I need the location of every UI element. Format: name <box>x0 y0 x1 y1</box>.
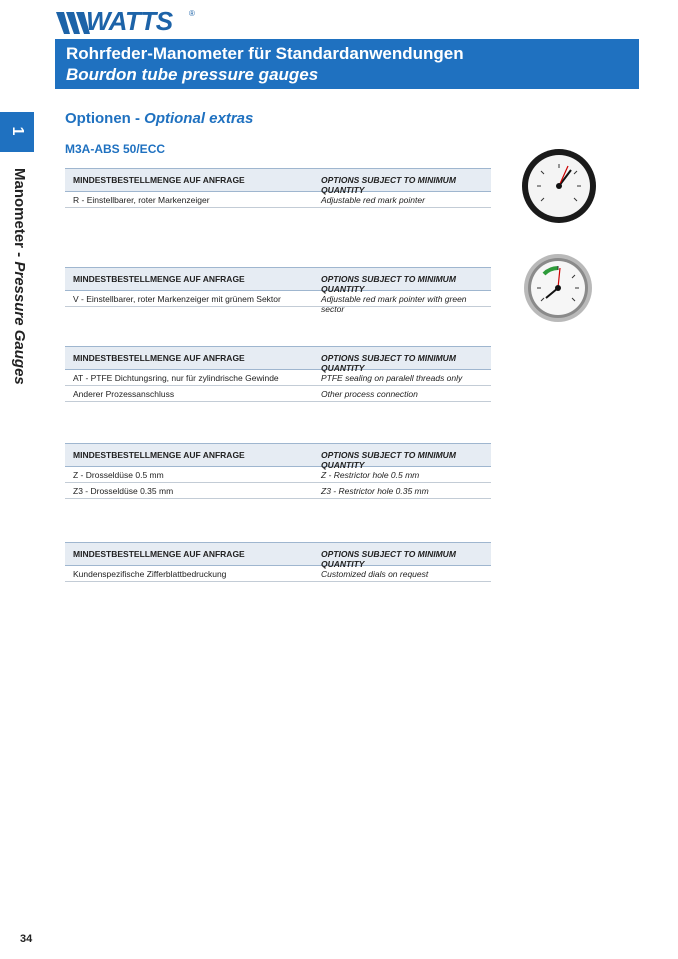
header-en: OPTIONS SUBJECT TO MINIMUM QUANTITY <box>321 274 456 294</box>
chapter-number: 1 <box>9 126 26 136</box>
brand-name: WATTS <box>86 6 173 36</box>
banner-title-en: Bourdon tube pressure gauges <box>66 65 319 84</box>
header-en: OPTIONS SUBJECT TO MINIMUM QUANTITY <box>321 549 456 569</box>
row-de: R - Einstellbarer, roter Markenzeiger <box>73 195 210 205</box>
options-table-2 <box>65 267 491 314</box>
section-title-de: Optionen - <box>65 110 145 127</box>
header-en: OPTIONS SUBJECT TO MINIMUM QUANTITY <box>321 175 456 195</box>
row-en: Adjustable red mark pointer with green sector <box>321 294 467 314</box>
brand-registered: ® <box>189 9 195 18</box>
header-de: MINDESTBESTELLMENGE AUF ANFRAGE <box>73 274 245 284</box>
banner-title-de: Rohrfeder-Manometer für Standardanwendungen <box>66 44 464 63</box>
header-de: MINDESTBESTELLMENGE AUF ANFRAGE <box>73 175 245 185</box>
header-de: MINDESTBESTELLMENGE AUF ANFRAGE <box>73 353 245 363</box>
table-row <box>65 483 491 499</box>
table-row <box>65 291 491 314</box>
row-en: Z - Restrictor hole 0.5 mm <box>321 470 420 480</box>
section-title <box>65 110 253 127</box>
options-table-3 <box>65 346 491 402</box>
header-en: OPTIONS SUBJECT TO MINIMUM QUANTITY <box>321 353 456 373</box>
row-en: Adjustable red mark pointer <box>321 195 425 205</box>
table-row <box>65 467 491 483</box>
row-de: Kundenspezifische Zifferblattbedruckung <box>73 569 227 579</box>
title-banner <box>55 39 639 89</box>
row-en: Z3 - Restrictor hole 0.35 mm <box>321 486 429 496</box>
pressure-gauge-black-image <box>516 146 602 226</box>
row-de: Z3 - Drosseldüse 0.35 mm <box>73 486 174 496</box>
table-row <box>65 386 491 402</box>
options-table-5 <box>65 542 491 582</box>
table-row <box>65 370 491 386</box>
table-header <box>65 168 491 195</box>
table-header <box>65 542 491 569</box>
row-de: Z - Drosseldüse 0.5 mm <box>73 470 164 480</box>
row-de: V - Einstellbarer, roter Markenzeiger mit grünem Sektor <box>73 294 281 304</box>
chapter-tab <box>0 112 34 152</box>
table-header <box>65 443 491 470</box>
table-row <box>65 566 491 582</box>
row-en: Other process connection <box>321 389 418 399</box>
chapter-label-en: Pressure Gauges <box>11 261 28 385</box>
section-title-en: Optional extras <box>144 110 254 127</box>
options-table-1 <box>65 168 491 208</box>
table-header <box>65 267 491 294</box>
header-de: MINDESTBESTELLMENGE AUF ANFRAGE <box>73 450 245 460</box>
table-row <box>65 192 491 208</box>
chapter-label-de: Manometer - <box>11 168 28 262</box>
header-de: MINDESTBESTELLMENGE AUF ANFRAGE <box>73 549 245 559</box>
row-en: Customized dials on request <box>321 569 429 579</box>
options-table-4 <box>65 443 491 499</box>
row-de: Anderer Prozessanschluss <box>73 389 175 399</box>
row-de: AT - PTFE Dichtungsring, nur für zylindrische Gewinde <box>73 373 279 383</box>
pressure-gauge-chrome-image <box>520 252 596 324</box>
row-en: PTFE sealing on paralell threads only <box>321 373 463 383</box>
chapter-label <box>11 168 28 385</box>
page-number: 34 <box>20 933 33 945</box>
header-en: OPTIONS SUBJECT TO MINIMUM QUANTITY <box>321 450 456 470</box>
model-name: M3A-ABS 50/ECC <box>65 142 166 156</box>
table-header <box>65 346 491 373</box>
